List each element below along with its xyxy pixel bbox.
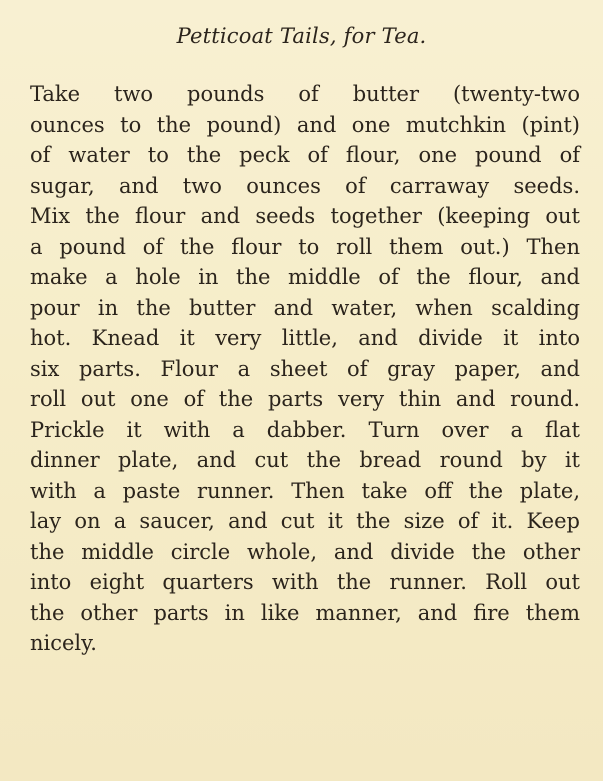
text-line: into eight quarters with the runner. Roll out bbox=[30, 570, 580, 594]
recipe-title: Petticoat Tails, for Tea. bbox=[176, 24, 427, 48]
text-line: dinner plate, and cut the bread round by it bbox=[30, 448, 580, 472]
text-line: ounces to the pound) and one mutchkin (pint) bbox=[30, 112, 580, 137]
text-line: Prickle it with a dabber. Turn over a flat bbox=[30, 417, 580, 442]
text-line: pour in the butter and water, when scalding bbox=[30, 295, 580, 320]
text-line: hot. Knead it very little, and divide it into bbox=[30, 326, 580, 350]
text-line: Mix the flour and seeds together (keeping out bbox=[30, 204, 580, 228]
text-line: sugar, and two ounces of carraway seeds. bbox=[30, 173, 580, 198]
text-line: of water to the peck of flour, one pound of bbox=[30, 143, 580, 167]
text-line: a pound of the flour to roll them out.) Then bbox=[30, 234, 580, 259]
text-line: Take two pounds of butter (twenty-two bbox=[30, 82, 580, 106]
text-line: with a paste runner. Then take off the plate, bbox=[30, 478, 580, 503]
text-line: the other parts in like manner, and fire them bbox=[30, 600, 580, 625]
text-line: make a hole in the middle of the flour, and bbox=[30, 265, 580, 289]
text-line: the middle circle whole, and divide the other bbox=[30, 539, 580, 564]
text-line: nicely. bbox=[30, 631, 97, 655]
text-line: lay on a saucer, and cut it the size of it. Keep bbox=[30, 509, 580, 533]
text-line: six parts. Flour a sheet of gray paper, and bbox=[30, 356, 580, 381]
recipe-text bbox=[30, 79, 580, 659]
text-line: roll out one of the parts very thin and round. bbox=[30, 387, 580, 411]
